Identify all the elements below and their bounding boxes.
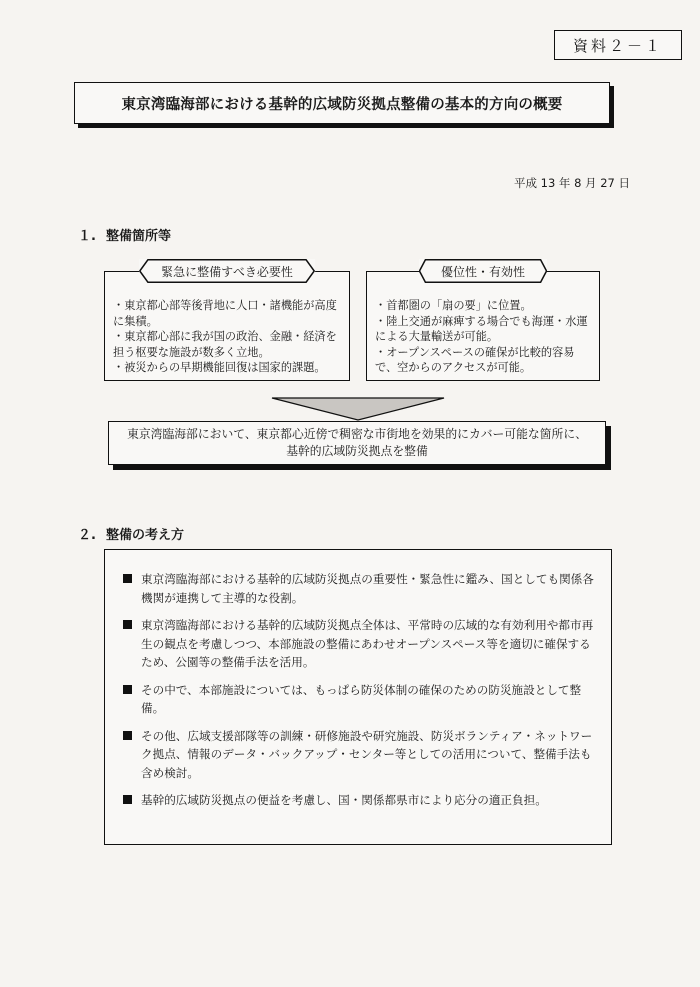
result-box <box>108 421 606 465</box>
principle-text: 基幹的広域防災拠点の便益を考慮し、国・関係都県市により応分の適正負担。 <box>141 793 547 807</box>
necessity-panel-title: 緊急に整備すべき必要性 <box>161 264 293 279</box>
document-date: 平成 13 年 8 月 27 日 <box>513 176 630 190</box>
list-item <box>123 616 595 672</box>
section2-number: ２. <box>78 528 96 543</box>
advantage-list <box>367 272 599 376</box>
down-arrow-icon <box>271 397 445 421</box>
section2-title: 整備の考え方 <box>106 528 185 543</box>
document-label: 資料２－１ <box>554 30 682 60</box>
section1-title: 整備箇所等 <box>106 229 172 244</box>
list-item: ・被災からの早期機能回復は国家的課題。 <box>113 361 326 374</box>
list-item: ・オープンスペースの確保が比較的容易で、空からのアクセスが可能。 <box>375 345 575 374</box>
list-item: ・東京都心部に我が国の政治、金融・経済を担う枢要な施設が数多く立地。 <box>113 330 337 359</box>
list-item <box>123 570 595 607</box>
section1-heading <box>78 225 171 244</box>
necessity-panel <box>104 264 350 381</box>
section1-number: １. <box>78 229 96 244</box>
advantage-panel <box>366 264 600 381</box>
list-item <box>123 791 595 810</box>
document-title: 東京湾臨海部における基幹的広域防災拠点整備の基本的方向の概要 <box>74 82 610 124</box>
list-item <box>123 681 595 718</box>
necessity-list <box>105 272 349 376</box>
principle-text: その中で、本部施設については、もっぱら防災体制の確保のための防災施設として整備。 <box>141 682 582 715</box>
list-item: ・東京都心部等後背地に人口・諸機能が高度に集積。 <box>113 299 337 328</box>
advantage-panel-title: 優位性・有効性 <box>440 264 526 279</box>
principles-list <box>105 550 611 810</box>
result-line-2: 基幹的広域防災拠点を整備 <box>286 444 428 458</box>
list-item: ・陸上交通が麻痺する場合でも海運・水運による大量輸送が可能。 <box>375 314 588 343</box>
square-bullet-icon <box>123 795 132 804</box>
principle-text: 東京湾臨海部における基幹的広域防災拠点全体は、平常時の広域的な有効利用や都市再生の観点を考慮しつつ、本部施設の整備にあわせオープンスペース等を適切に確保するため、公園等の整備手法を活用。 <box>141 618 594 669</box>
section2-heading <box>78 524 184 543</box>
list-item: ・首都圏の「扇の要」に位置。 <box>375 299 532 312</box>
square-bullet-icon <box>123 685 132 694</box>
square-bullet-icon <box>123 574 132 583</box>
principle-text: その他、広域支援部隊等の訓練・研修施設や研究施設、防災ボランティア・ネットワーク拠点、情報のデータ・バックアップ・センター等としての活用について、整備手法も含め検討。 <box>141 728 593 780</box>
necessity-panel-tab <box>139 259 315 283</box>
list-item <box>123 727 595 783</box>
square-bullet-icon <box>123 731 132 740</box>
advantage-panel-tab <box>419 259 547 283</box>
square-bullet-icon <box>123 620 132 629</box>
result-line-1: 東京湾臨海部において、東京都心近傍で稠密な市街地を効果的にカバー可能な箇所に、 <box>127 427 587 441</box>
principles-box <box>104 549 612 845</box>
principle-text: 東京湾臨海部における基幹的広域防災拠点の重要性・緊急性に鑑み、国としても関係各機関が連携して主導的な役割。 <box>141 572 594 605</box>
